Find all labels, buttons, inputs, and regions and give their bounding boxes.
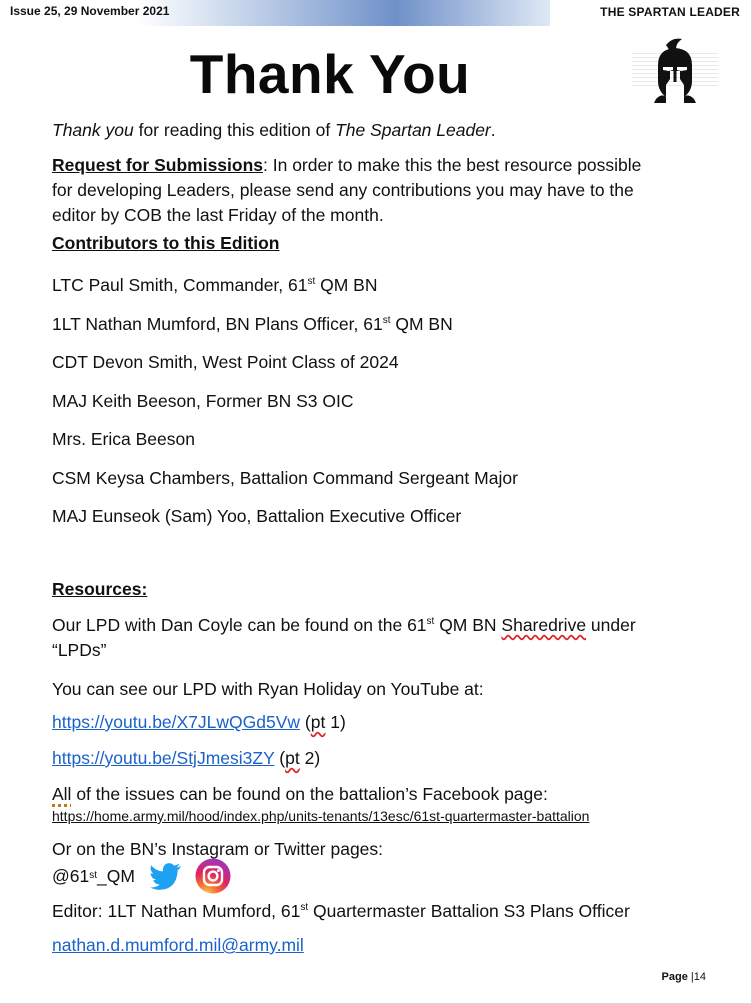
contributor-text: Mrs. Erica Beeson <box>52 429 195 449</box>
youtube-link-1[interactable]: https://youtu.be/X7JLwQGd5Vw <box>52 712 301 732</box>
youtube-link-row-2 <box>52 746 320 771</box>
intro-end: . <box>490 120 496 140</box>
submissions-paragraph <box>52 153 641 228</box>
handle-pre: @61 <box>52 865 90 886</box>
issues-paragraph <box>52 782 589 824</box>
page-label: Page <box>661 971 688 983</box>
editor-sup: st <box>300 902 309 914</box>
twitter-bird-icon[interactable] <box>149 862 183 890</box>
submissions-line3: editor by COB the last Friday of the month. <box>52 205 384 225</box>
contributor-text: LTC Paul Smith, Commander, 61 <box>52 275 308 295</box>
contributor-text: CSM Keysa Chambers, Battalion Command Sergeant Major <box>52 467 518 488</box>
contributor-item <box>52 504 461 529</box>
editor-email-link[interactable]: nathan.d.mumford.mil@army.mil <box>52 935 304 955</box>
editor-line <box>52 899 630 924</box>
contributor-item <box>52 466 518 491</box>
contributor-item <box>52 312 453 337</box>
youtube-intro: You can see our LPD with Ryan Holiday on YouTube at: <box>52 679 484 699</box>
contributor-text: MAJ Keith Beeson, Former BN S3 OIC <box>52 390 354 411</box>
lpd-text-pre: Our LPD with Dan Coyle can be found on the 61 <box>52 615 427 635</box>
lpd-text-post: under <box>586 615 636 635</box>
link2-suffix-word: pt <box>285 748 300 768</box>
submissions-line1: : In order to make this the best resource possible <box>263 155 642 175</box>
editor-post: Quartermaster Battalion S3 Plans Officer <box>308 901 630 921</box>
lpd-sharedrive: Sharedrive <box>501 615 587 635</box>
page-separator: | <box>687 971 694 983</box>
youtube-link-2[interactable]: https://youtu.be/StjJmesi3ZY <box>52 748 275 768</box>
contributor-text-post: QM BN <box>390 313 453 334</box>
contributor-item <box>52 273 378 298</box>
page-title: Thank You <box>189 43 471 105</box>
instagram-icon[interactable] <box>195 858 231 894</box>
resources-heading <box>52 577 147 602</box>
facebook-link[interactable]: https://home.army.mil/hood/index.php/units-tenants/13esc/61st-quartermaster-battalion <box>52 808 590 824</box>
link1-suffix-post: 1) <box>325 712 346 732</box>
handle-post: _QM <box>97 865 135 886</box>
lpd-line2: “LPDs” <box>52 640 107 660</box>
social-paragraph: Or on the BN’s Instagram or Twitter pages: @61 st _QM <box>52 837 383 890</box>
contributor-text: CDT Devon Smith, West Point Class of 2024 <box>52 352 399 372</box>
contributors-heading <box>52 231 279 256</box>
link1-suffix-word: pt <box>310 712 326 732</box>
contributor-sup: st <box>307 276 316 288</box>
spartan-logo <box>632 35 718 105</box>
link2-suffix-post: 2) <box>299 748 321 768</box>
social-intro: Or on the BN’s Instagram or Twitter pages: <box>52 839 384 859</box>
lpd-paragraph <box>52 613 636 663</box>
contributor-sup: st <box>382 314 391 326</box>
submissions-line2: for developing Leaders, please send any contributions you may have to the <box>52 180 634 200</box>
lpd-text-mid: QM BN <box>434 615 502 635</box>
contributor-item <box>52 350 399 375</box>
issues-all: All <box>52 784 72 804</box>
publication-name: THE SPARTAN LEADER <box>600 5 740 19</box>
issues-rest: of the issues can be found on the battalion’s Facebook page: <box>71 784 548 804</box>
page-footer <box>662 971 706 983</box>
intro-paragraph <box>52 118 496 143</box>
email-row <box>52 933 304 958</box>
intro-text: for reading this edition of <box>133 120 336 140</box>
intro-lead: Thank you <box>52 120 134 140</box>
intro-publication: The Spartan Leader <box>335 120 491 140</box>
contributor-text: MAJ Eunseok (Sam) Yoo, Battalion Executive Officer <box>52 506 462 526</box>
submissions-heading: Request for Submissions <box>52 155 264 175</box>
contributor-text: 1LT Nathan Mumford, BN Plans Officer, 61 <box>52 313 383 334</box>
contributor-text-post: QM BN <box>315 275 378 295</box>
link1-suffix-pre: ( <box>300 712 311 732</box>
youtube-link-row-1 <box>52 710 346 735</box>
lpd-sup: st <box>426 616 435 628</box>
page-number: 14 <box>693 971 706 983</box>
contributors-heading-text: Contributors to this Edition <box>52 233 280 253</box>
spartan-helmet-icon <box>632 35 718 105</box>
contributor-item <box>52 427 195 452</box>
editor-pre: Editor: 1LT Nathan Mumford, 61 <box>52 901 301 921</box>
contributor-item <box>52 389 354 414</box>
resources-heading-text: Resources: <box>52 579 148 599</box>
header-bar <box>0 0 752 26</box>
link2-suffix-pre: ( <box>274 748 286 768</box>
issue-label: Issue 25, 29 November 2021 <box>10 4 170 18</box>
